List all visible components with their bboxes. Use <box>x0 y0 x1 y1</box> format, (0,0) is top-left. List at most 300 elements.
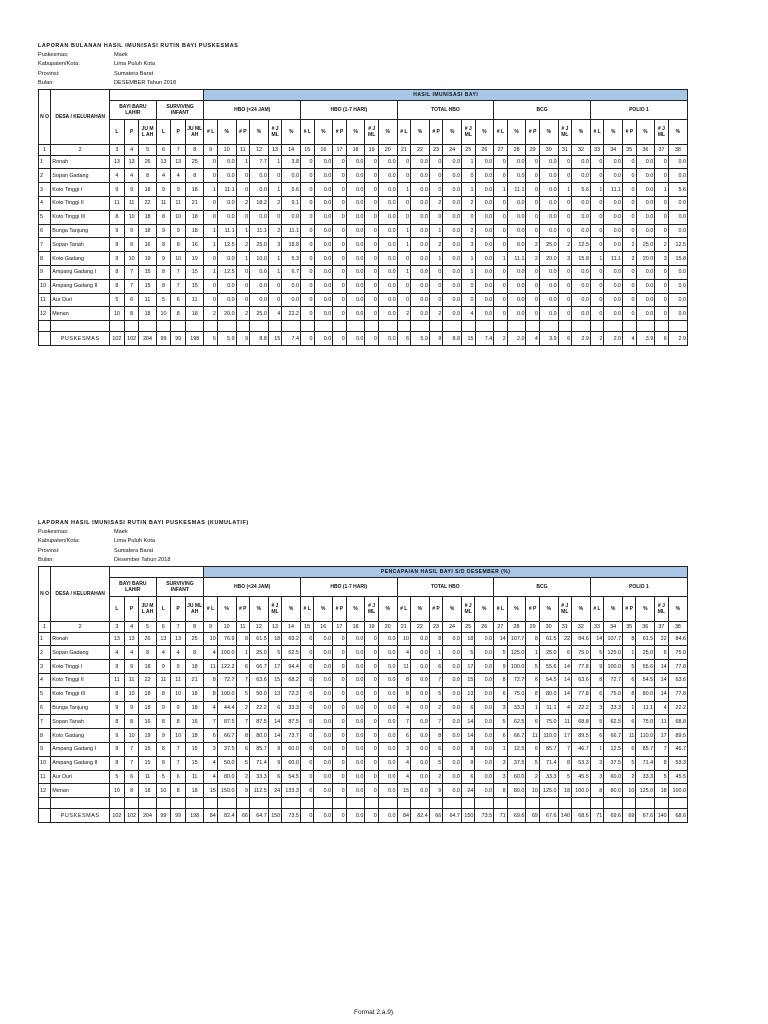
table-cell: 0.0 <box>443 701 462 715</box>
column-number: 15 <box>301 144 314 155</box>
table-cell: 68.8 <box>572 715 591 729</box>
table-cell: 8 <box>156 756 171 770</box>
table-cell: 5 <box>236 756 249 770</box>
col-sub: % <box>443 596 462 621</box>
table-cell: 73.7 <box>282 729 301 743</box>
table-cell <box>365 321 378 332</box>
col-sub: # L <box>494 119 507 144</box>
table-cell: 0 <box>301 279 314 293</box>
table-cell: 18 <box>268 632 281 646</box>
table-cell: 0.0 <box>507 279 526 293</box>
table-cell: 0.0 <box>314 809 333 823</box>
table-cell: 0.0 <box>443 210 462 224</box>
table-cell: 0.0 <box>378 279 397 293</box>
table-cell: 0.0 <box>475 183 494 197</box>
table-cell: 18 <box>139 307 156 321</box>
table-cell: 0.0 <box>378 293 397 307</box>
table-cell: 4 <box>156 169 171 183</box>
column-number: 22 <box>411 621 430 632</box>
table-cell: 0.0 <box>668 293 687 307</box>
table-cell: 69 <box>622 809 635 823</box>
col-sub: L <box>156 119 171 144</box>
table-row <box>39 729 688 743</box>
table-cell: 100.0 <box>507 660 526 674</box>
column-number: 19 <box>365 621 378 632</box>
table-cell: 67.6 <box>636 809 655 823</box>
table-cell: 0.0 <box>314 332 333 346</box>
table-cell: 0 <box>365 809 378 823</box>
table-row <box>39 155 688 169</box>
table-cell: 8 <box>156 210 171 224</box>
table-cell: 8 <box>124 784 139 798</box>
table-cell: 8 <box>526 632 539 646</box>
table-cell: 0.0 <box>539 169 558 183</box>
table-cell: 0 <box>397 252 410 266</box>
table-cell: 46.7 <box>668 742 687 756</box>
column-number: 14 <box>282 621 301 632</box>
table-cell: 0 <box>204 293 217 307</box>
col-sub: # L <box>590 119 603 144</box>
total-row <box>39 332 688 346</box>
table-cell: 0.0 <box>475 293 494 307</box>
table-cell: 10 <box>171 687 186 701</box>
table-cell: 9 <box>171 183 186 197</box>
table-cell: 12.5 <box>604 742 623 756</box>
table-cell: 7 <box>171 265 186 279</box>
village-name: Sopan Gadang <box>51 646 110 660</box>
table-cell: 5 <box>110 770 125 784</box>
table-cell: 25.0 <box>539 646 558 660</box>
table-cell: 0.0 <box>475 155 494 169</box>
table-cell: 0 <box>333 332 346 346</box>
col-group: TOTAL HBO <box>397 100 494 119</box>
table-cell: 15 <box>204 784 217 798</box>
table-cell: 0.0 <box>668 307 687 321</box>
table-cell: 0.0 <box>539 210 558 224</box>
table-cell: 0 <box>301 155 314 169</box>
table-cell: 0 <box>204 210 217 224</box>
table-cell: 1 <box>204 265 217 279</box>
table-cell: 0 <box>333 224 346 238</box>
table-cell: 0.0 <box>475 224 494 238</box>
column-number: 29 <box>526 144 539 155</box>
table-cell: 0 <box>590 210 603 224</box>
table-cell: 0.0 <box>507 293 526 307</box>
table-cell: 77.8 <box>668 660 687 674</box>
table-cell: 0 <box>301 293 314 307</box>
table-cell: 6 <box>429 742 442 756</box>
table-cell: 0.0 <box>378 169 397 183</box>
immunization-table <box>38 89 688 347</box>
table-cell: 66.7 <box>604 729 623 743</box>
table-cell: 45.5 <box>572 770 591 784</box>
table-cell: 77.8 <box>572 660 591 674</box>
table-cell: 0 <box>333 265 346 279</box>
table-cell <box>623 321 636 332</box>
table-row <box>39 279 688 293</box>
table-cell: 0 <box>333 687 346 701</box>
table-cell <box>204 321 217 332</box>
table-cell: 11.1 <box>636 701 655 715</box>
table-cell: 6 <box>622 742 635 756</box>
table-cell: 76.9 <box>217 632 236 646</box>
table-cell: 0.0 <box>314 660 333 674</box>
table-cell: 18 <box>461 632 474 646</box>
table-cell: 1 <box>558 183 571 197</box>
table-cell: 11.1 <box>604 183 623 197</box>
table-cell: 0 <box>558 155 571 169</box>
table-cell: 4 <box>110 169 125 183</box>
table-cell: 0 <box>623 224 636 238</box>
col-sub: % <box>249 596 268 621</box>
table-cell: 0 <box>268 279 281 293</box>
table-cell: 0.0 <box>443 729 462 743</box>
table-cell: 15 <box>185 756 203 770</box>
header-row <box>39 596 688 621</box>
table-cell: 6 <box>429 660 442 674</box>
table-cell: 18 <box>139 183 156 197</box>
table-cell: 62.5 <box>604 715 623 729</box>
table-cell: 61.5 <box>539 632 558 646</box>
header-row <box>39 89 688 100</box>
table-cell <box>185 798 203 809</box>
table-cell: 66.7 <box>249 660 268 674</box>
table-cell: 18 <box>185 687 203 701</box>
column-number: 16 <box>314 621 333 632</box>
table-cell: 6 <box>655 646 668 660</box>
column-number: 11 <box>236 621 249 632</box>
table-cell: 0 <box>300 632 313 646</box>
table-cell: 11 <box>110 673 125 687</box>
table-cell: 8 <box>171 238 186 252</box>
table-cell: 0.0 <box>346 756 365 770</box>
table-cell: 0 <box>429 155 442 169</box>
table-cell: 0.0 <box>217 196 236 210</box>
table-cell: 0.0 <box>475 784 494 798</box>
table-cell: 0.0 <box>411 224 430 238</box>
table-cell: 0.0 <box>668 169 687 183</box>
table-cell: 0.0 <box>636 196 655 210</box>
table-cell: 6 <box>590 729 603 743</box>
table-cell: 7 <box>655 742 668 756</box>
table-cell <box>507 798 526 809</box>
table-cell: 0 <box>333 238 346 252</box>
table-cell: 10 <box>110 307 125 321</box>
table-cell: 0 <box>429 293 442 307</box>
table-cell: 1 <box>429 252 442 266</box>
table-cell: 0.0 <box>411 632 430 646</box>
table-cell: 0 <box>397 210 410 224</box>
table-cell <box>655 321 668 332</box>
table-cell: 0.0 <box>378 673 397 687</box>
table-cell <box>124 798 139 809</box>
table-cell <box>39 809 51 823</box>
table-row <box>39 293 688 307</box>
table-cell: 63.6 <box>572 673 591 687</box>
table-cell: 10 <box>622 784 635 798</box>
table-cell: 9 <box>110 252 125 266</box>
table-cell: 5 <box>590 646 603 660</box>
table-cell: 107.7 <box>604 632 623 646</box>
table-cell: 12.5 <box>572 238 591 252</box>
table-cell: 11 <box>124 196 139 210</box>
table-cell: 2 <box>397 307 410 321</box>
table-cell: 7 <box>171 756 186 770</box>
village-name: Menan <box>51 307 110 321</box>
table-cell: 4 <box>204 756 217 770</box>
table-cell: 0 <box>494 169 507 183</box>
table-cell: 0 <box>301 307 314 321</box>
table-cell: 11.1 <box>282 224 301 238</box>
table-cell: 0.0 <box>378 210 397 224</box>
table-cell: 0.0 <box>378 332 397 346</box>
table-cell: 0 <box>300 660 313 674</box>
total-label: PUSKESMAS <box>51 332 110 346</box>
col-group: TOTAL HBO <box>397 577 494 596</box>
column-number: 15 <box>300 621 313 632</box>
table-cell: 7 <box>39 238 51 252</box>
table-cell: 0 <box>558 169 571 183</box>
table-cell: 1 <box>462 155 475 169</box>
table-cell: 20.0 <box>217 307 236 321</box>
total-row <box>39 809 688 823</box>
table-cell: 14 <box>558 673 571 687</box>
table-cell: 0 <box>365 279 378 293</box>
table-cell: 0.0 <box>636 279 655 293</box>
meta-value: Desember Tahun 2018 <box>114 557 171 564</box>
column-number: 34 <box>604 144 623 155</box>
table-cell: 11 <box>156 673 171 687</box>
table-cell: 0 <box>365 183 378 197</box>
col-sub: # JML <box>558 596 571 621</box>
table-cell <box>333 321 346 332</box>
table-cell: 6 <box>494 687 507 701</box>
table-cell: 6 <box>204 332 217 346</box>
table-cell: 0.0 <box>443 183 462 197</box>
column-number: 2 <box>51 621 110 632</box>
table-cell: 0 <box>236 210 249 224</box>
table-cell: 10 <box>39 279 51 293</box>
table-cell: 1 <box>397 183 410 197</box>
table-cell: 33.3 <box>604 701 623 715</box>
table-cell: 0 <box>301 332 314 346</box>
table-cell: 6.7 <box>282 265 301 279</box>
table-cell: 3 <box>397 742 410 756</box>
table-cell: 17 <box>655 729 668 743</box>
table-cell: 4 <box>39 673 51 687</box>
table-cell: 13 <box>110 632 125 646</box>
table-cell: 1 <box>494 183 507 197</box>
table-cell: 0.0 <box>314 729 333 743</box>
table-cell: 150 <box>461 809 474 823</box>
table-cell: 6 <box>590 687 603 701</box>
table-cell: 10.0 <box>250 252 269 266</box>
table-cell: 204 <box>139 332 156 346</box>
table-cell: 0.0 <box>411 701 430 715</box>
table-cell: 10 <box>204 632 217 646</box>
table-cell: 68.8 <box>668 715 687 729</box>
table-cell: 8 <box>156 715 171 729</box>
table-cell: 0 <box>333 279 346 293</box>
table-cell <box>590 798 603 809</box>
table-cell: 9 <box>124 183 139 197</box>
table-cell: 0 <box>301 224 314 238</box>
table-cell <box>429 798 442 809</box>
col-sub: % <box>217 119 236 144</box>
col-sub: # JML <box>268 596 281 621</box>
table-cell: 8 <box>171 784 186 798</box>
table-cell: 15 <box>185 742 203 756</box>
table-cell: 0 <box>429 210 442 224</box>
col-sub: # JML <box>365 596 378 621</box>
col-group: HBO (1-7 HARI) <box>301 100 398 119</box>
table-cell: 0.0 <box>250 169 269 183</box>
table-cell: 71.4 <box>249 756 268 770</box>
table-cell: 25 <box>186 155 204 169</box>
table-cell <box>526 798 539 809</box>
table-cell: 0.0 <box>507 224 526 238</box>
table-cell <box>378 321 397 332</box>
table-cell: 80.0 <box>249 729 268 743</box>
table-cell: 107.7 <box>507 632 526 646</box>
table-cell: 1 <box>526 646 539 660</box>
table-cell: 0.0 <box>604 169 623 183</box>
table-cell: 0.0 <box>475 632 494 646</box>
table-cell: 8 <box>110 279 125 293</box>
table-cell: 68.6 <box>668 809 687 823</box>
table-cell: 2 <box>236 701 249 715</box>
table-cell: 1 <box>622 701 635 715</box>
table-cell: 26 <box>139 632 156 646</box>
column-number: 1 <box>39 144 51 155</box>
table-cell: 0 <box>590 307 603 321</box>
table-cell: 99 <box>171 809 186 823</box>
table-cell: 9 <box>236 332 249 346</box>
table-cell: 0.0 <box>636 183 655 197</box>
table-cell: 0.0 <box>346 632 365 646</box>
table-row <box>39 784 688 798</box>
table-cell: 0 <box>365 238 378 252</box>
table-cell: 11.1 <box>217 183 236 197</box>
table-cell: 13 <box>156 632 171 646</box>
table-cell: 3 <box>590 770 603 784</box>
table-row <box>39 252 688 266</box>
table-cell: 85.7 <box>249 742 268 756</box>
table-cell: 0.0 <box>411 715 430 729</box>
table-cell: 7 <box>171 279 186 293</box>
table-cell <box>268 798 281 809</box>
table-cell: 8 <box>622 632 635 646</box>
table-cell: 0 <box>301 238 314 252</box>
table-cell: 0 <box>365 646 378 660</box>
table-cell <box>39 332 51 346</box>
table-cell: 15 <box>462 332 475 346</box>
table-cell: 0 <box>494 293 507 307</box>
table-cell: 0 <box>623 169 636 183</box>
table-cell: 0 <box>333 196 346 210</box>
table-cell: 4 <box>204 770 217 784</box>
table-cell: 66 <box>236 809 249 823</box>
table-cell: 5 <box>429 687 442 701</box>
village-name: Ampang Gadang II <box>51 756 110 770</box>
table-cell: 0 <box>300 756 313 770</box>
table-cell: 11 <box>171 673 186 687</box>
table-cell: 0 <box>558 307 571 321</box>
table-cell: 0.0 <box>411 238 430 252</box>
table-cell: 8 <box>139 646 156 660</box>
table-cell: 0.0 <box>346 196 365 210</box>
table-cell: 0 <box>333 252 346 266</box>
table-cell: 0.0 <box>636 265 655 279</box>
table-cell <box>346 798 365 809</box>
table-cell: 0 <box>397 293 410 307</box>
table-cell: 0.0 <box>346 238 365 252</box>
table-cell: 3 <box>655 252 668 266</box>
table-cell: 2 <box>526 252 539 266</box>
table-cell: 0.0 <box>411 660 430 674</box>
table-cell: 0.0 <box>507 155 526 169</box>
table-cell: 18 <box>139 660 156 674</box>
table-cell: 0 <box>204 279 217 293</box>
table-cell: 6 <box>268 701 281 715</box>
table-cell: 54.5 <box>636 673 655 687</box>
meta-value: DESEMBER Tahun 2018 <box>114 80 177 87</box>
column-number: 5 <box>139 144 156 155</box>
table-cell: 9 <box>171 224 186 238</box>
table-cell: 8 <box>429 632 442 646</box>
table-cell: 0.0 <box>411 252 430 266</box>
table-cell: 0.0 <box>668 155 687 169</box>
col-sub: L <box>110 596 125 621</box>
table-cell: 5 <box>494 646 507 660</box>
table-row <box>39 169 688 183</box>
table-cell: 0 <box>558 293 571 307</box>
col-bayi-lahir: BAYI BARU LAHIR <box>110 577 157 596</box>
table-cell: 18 <box>186 210 204 224</box>
table-cell: 0 <box>333 183 346 197</box>
table-cell: 1 <box>39 155 51 169</box>
table-cell: 0.0 <box>475 715 494 729</box>
table-cell: 12 <box>39 307 51 321</box>
table-cell: 0.0 <box>378 756 397 770</box>
table-cell: 9 <box>236 784 249 798</box>
table-cell: 8 <box>590 784 603 798</box>
village-name: Sopan Tanah <box>51 715 110 729</box>
table-cell: 0.0 <box>572 293 591 307</box>
table-cell: 0.0 <box>411 729 430 743</box>
table-cell: 18 <box>186 183 204 197</box>
col-sub: % <box>507 596 526 621</box>
table-cell: 11.1 <box>604 252 623 266</box>
col-group: HBO (<24 JAM) <box>204 100 301 119</box>
column-number: 2 <box>51 144 110 155</box>
column-number: 29 <box>526 621 539 632</box>
village-name: Sopan Gadang <box>51 169 110 183</box>
table-cell: 10 <box>124 687 139 701</box>
meta-row <box>38 528 688 537</box>
table-cell <box>539 798 558 809</box>
table-cell: 0.0 <box>604 224 623 238</box>
column-number: 7 <box>171 144 186 155</box>
table-cell: 13 <box>110 155 125 169</box>
table-cell: 0.0 <box>346 210 365 224</box>
table-cell: 82.4 <box>411 809 430 823</box>
table-cell: 1 <box>590 183 603 197</box>
col-sub: % <box>475 596 494 621</box>
meta-row <box>38 79 688 88</box>
table-cell: 11.1 <box>507 252 526 266</box>
table-cell: 0.0 <box>604 196 623 210</box>
